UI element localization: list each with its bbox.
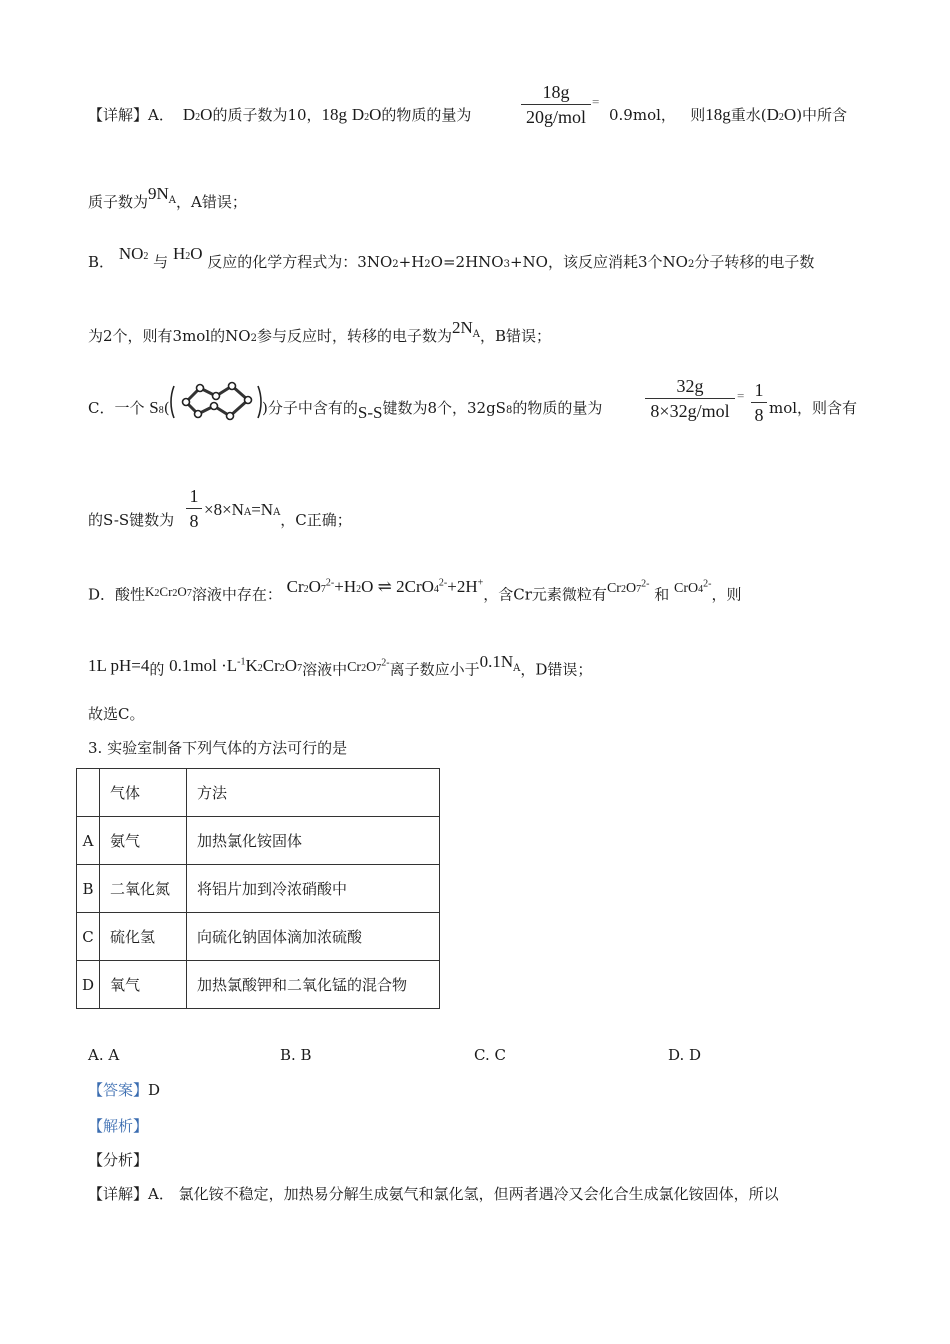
- equals-sign: =: [592, 94, 600, 109]
- fraction-1-8-b: $\frac{1}{8}$: [186, 486, 202, 531]
- fraction-32g: 32g 8×32g/mol: [645, 376, 735, 421]
- fraction-18g-20gmol: 18g 20g/mol: [521, 82, 591, 127]
- detail-c-line2: 的S-S键数为: [88, 511, 175, 529]
- conclusion: 故选C。: [88, 705, 145, 723]
- detail-a-line2: 质子数为$9N^A$，A错误；: [88, 184, 247, 211]
- detail-answer-text: 【详解】A． 氯化铵不稳定，加热易分解生成氨气和氯化氢，但两者遇冷又会化合生成氯化铵固体，所以: [88, 1185, 779, 1203]
- detail-d-line1: D．酸性K2Cr2O7溶液中存在： $Cr2O7^{2-}+H2O$ ⇌ $2CrO4^{2-}+2H^+$，含Cr元素微粒有$Cr2O7^{2-}$ 和 $CrO4^{2-}$，则: [88, 576, 742, 604]
- detail-b-line1: B． NO2 与 H2O 反应的化学方程式为：3NO2+H2O=2HNO3+NO，该反应消耗3个NO2分子转移的电子数: [88, 244, 815, 271]
- table-row: A 氨气 加热氯化铵固体: [77, 817, 440, 865]
- detail-a-line1-tail: 0.9mol， 则18g重水(D2O)中所含: [609, 105, 848, 124]
- detail-d-line2: 1L pH=4的 $0.1mol \cdot L^{-1}K2Cr2O7$溶液中$Cr2O7^{2-}$离子数应小于$0.1N^A$，D错误；: [88, 651, 593, 679]
- table-row: B 二氧化氮 将铝片加到冷浓硝酸中: [77, 865, 440, 913]
- option-d[interactable]: D. D: [668, 1046, 702, 1064]
- detail-a-line1: 【详解】A． D2O的质子数为10，18g D2O的物质的量为: [88, 105, 472, 124]
- detail-c-line1-mid: )分子中含有的S-S键数为8个，32gS8的物质的量为: [262, 399, 603, 422]
- detail-c-line2-tail: ×8×NA=NA，C正确；: [204, 500, 352, 529]
- detail-c-line1: C．一个 S8(: [88, 398, 170, 417]
- analysis-label: 【解析】: [88, 1117, 149, 1135]
- option-b[interactable]: B. B: [280, 1046, 312, 1064]
- table-row: C 硫化氢 向硫化钠固体滴加浓硫酸: [77, 913, 440, 961]
- table-row: D 氧气 加热氯酸钾和二氧化锰的混合物: [77, 961, 440, 1009]
- answer-label: 【答案】: [88, 1081, 149, 1099]
- option-a[interactable]: A. A: [88, 1046, 120, 1064]
- fenxi-label: 【分析】: [88, 1151, 149, 1169]
- answer-line: [88, 1080, 160, 1100]
- detail-c-line1-tail: mol，则含有: [769, 399, 858, 417]
- option-c[interactable]: C. C: [474, 1046, 506, 1064]
- detail-b-line2: 为2个，则有3mol的NO2参与反应时，转移的电子数为$2N^A$，B错误；: [88, 318, 551, 345]
- table-header-row: 气体 方法: [77, 769, 440, 817]
- fraction-1-8: $\frac{1}{8}$: [751, 380, 767, 425]
- question-3: 3. 实验室制备下列气体的方法可行的是: [88, 739, 348, 757]
- answer-value: D: [148, 1081, 161, 1099]
- gas-method-table: [76, 768, 440, 1009]
- s8-ring-structure-icon: [170, 378, 262, 424]
